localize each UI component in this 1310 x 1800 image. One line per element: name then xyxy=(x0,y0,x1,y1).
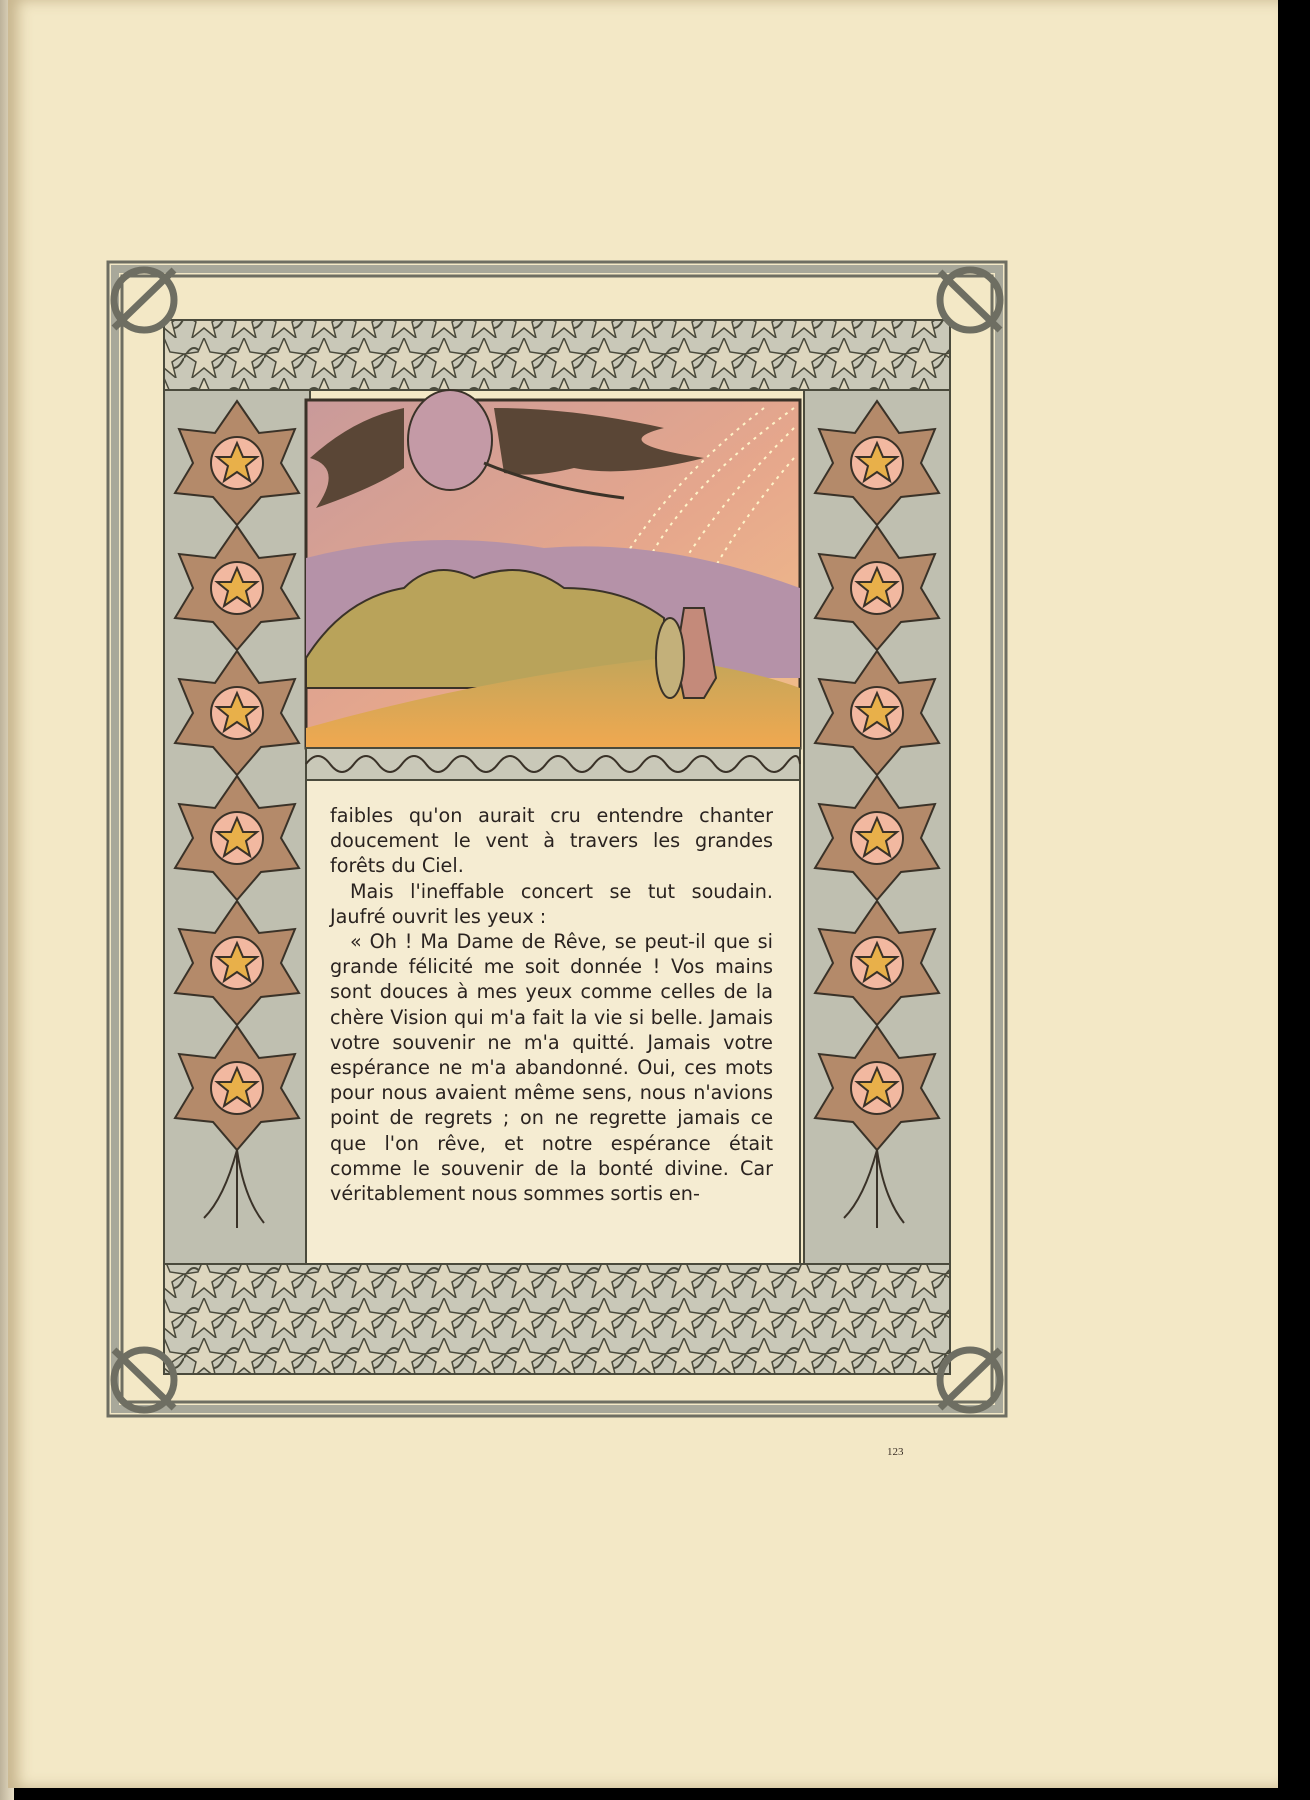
paragraph-2: Mais l'ineffable concert se tut soudain. Jaufré ouvrit les yeux : xyxy=(330,879,773,928)
body-text xyxy=(330,803,773,1243)
paragraph-3: « Oh ! Ma Dame de Rêve, se peut-il que si grande félicité me soit donnée ! Vos mains sont douces à mes yeux comme celles de la chère Vision qui m'a fait la vie si belle. Jamais votre souvenir ne m'a quitté. Jamais votre espérance ne m'a abandonné. Oui, ces mots pour nous avaient même sens, nous n'avions point de regrets ; on ne regrette jamais ce que l'on rêve, et notre espérance était comme le souvenir de la bonté divine. Car véritablement nous sommes sortis en- xyxy=(330,930,773,1206)
illustration-dream-lady xyxy=(306,390,800,748)
page-number: 123 xyxy=(887,1446,904,1458)
paragraph-1: faibles qu'on aurait cru entendre chanter doucement le vent à travers les grandes forêts du Ciel. xyxy=(330,804,773,878)
book-page xyxy=(8,0,1278,1788)
